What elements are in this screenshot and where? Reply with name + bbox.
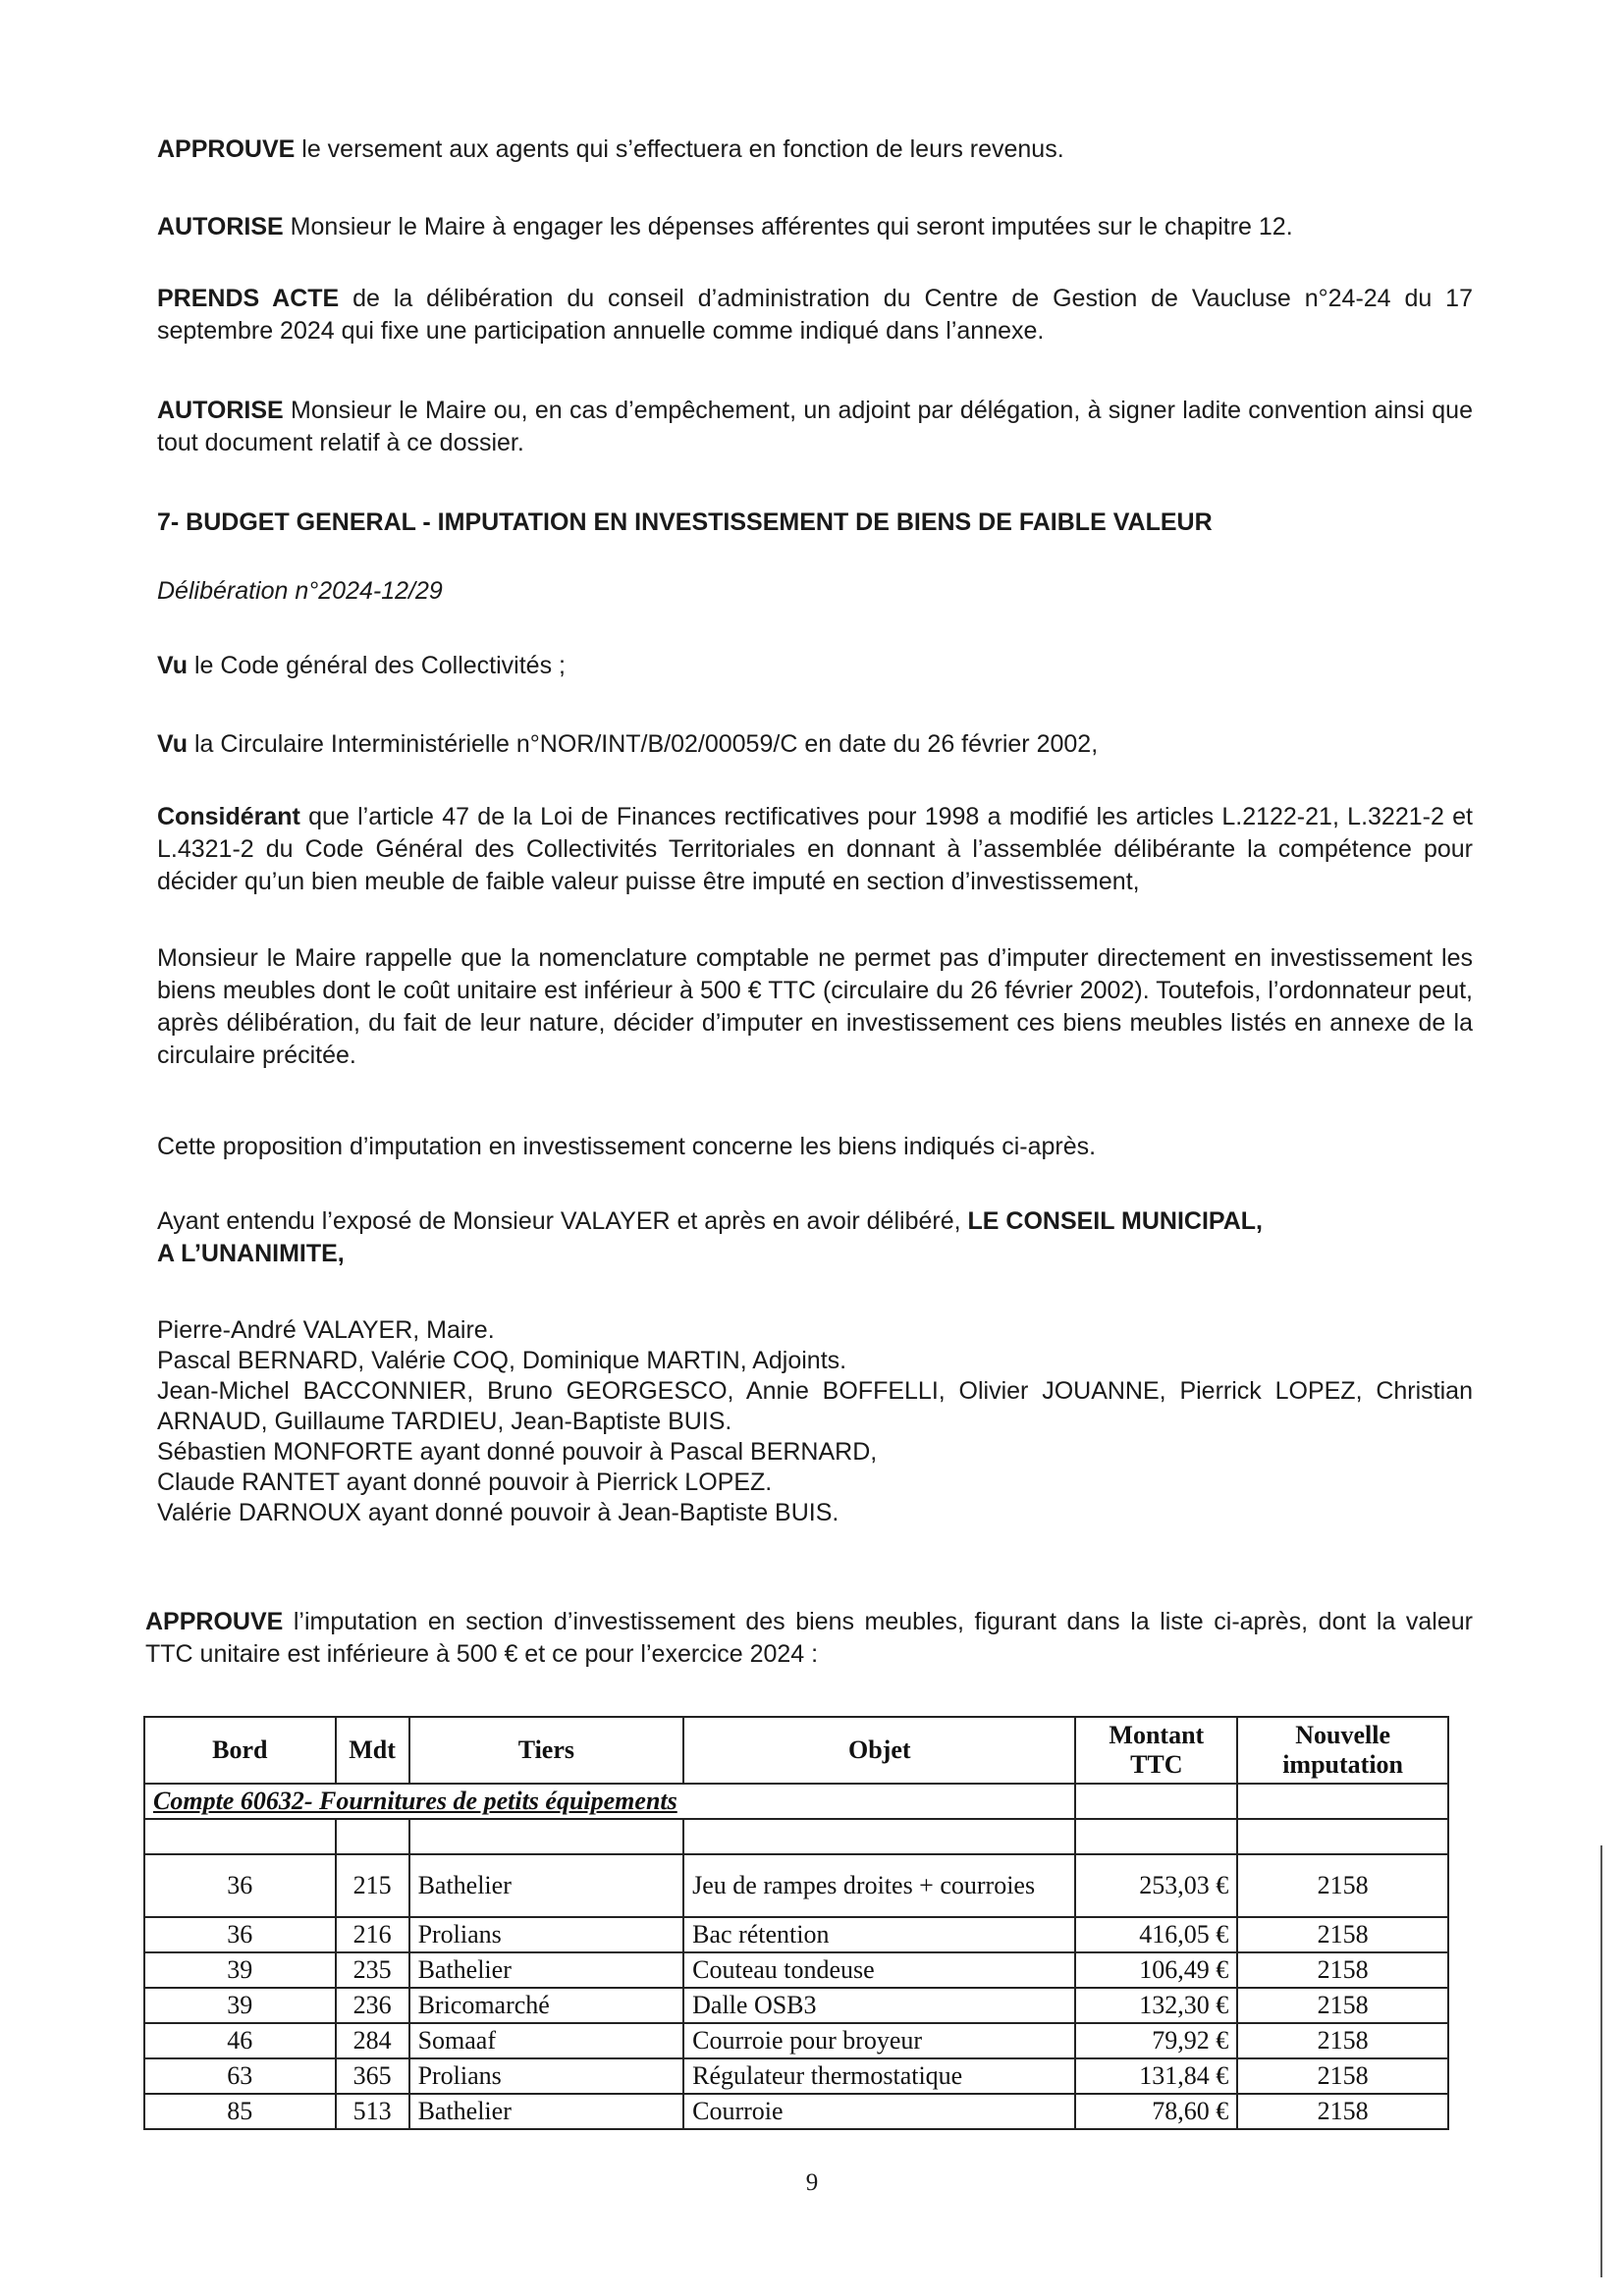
cell-montant: 416,05 € [1075, 1917, 1237, 1952]
assets-table [143, 1716, 1449, 2130]
cell-imputation: 2158 [1237, 2094, 1448, 2129]
cell-imputation: 2158 [1237, 1988, 1448, 2023]
section-heading: 7- BUDGET GENERAL - IMPUTATION EN INVESTISSEMENT DE BIENS DE FAIBLE VALEUR [157, 508, 1213, 536]
cell-objet: Courroie [683, 2094, 1075, 2129]
cell-imputation: 2158 [1237, 1854, 1448, 1917]
paragraph-text: le Code général des Collectivités ; [188, 652, 566, 679]
attendees-list [157, 1315, 1473, 1528]
paragraph-text: Monsieur le Maire ou, en cas d’empêchement, un adjoint par délégation, à signer ladite convention ainsi que tout document relatif à ce dossier. [157, 397, 1473, 456]
cell-bord: 39 [144, 1988, 336, 2023]
attendee-line: Claude RANTET ayant donné pouvoir à Pierrick LOPEZ. [157, 1468, 773, 1496]
keyword: APPROUVE [145, 1608, 284, 1635]
cell-bord: 63 [144, 2058, 336, 2094]
cell-imputation: 2158 [1237, 1952, 1448, 1988]
cell-montant: 106,49 € [1075, 1952, 1237, 1988]
page-number: 9 [805, 2169, 819, 2196]
cell-bord: 36 [144, 1917, 336, 1952]
table-row [144, 1952, 1448, 1988]
cell-imputation: 2158 [1237, 1917, 1448, 1952]
cell-imputation: 2158 [1237, 2058, 1448, 2094]
cell-montant: 131,84 € [1075, 2058, 1237, 2094]
cell-montant: 253,03 € [1075, 1854, 1237, 1917]
table-row [144, 1854, 1448, 1917]
cell-objet: Couteau tondeuse [683, 1952, 1075, 1988]
cell-bord: 46 [144, 2023, 336, 2058]
cell-montant: 78,60 € [1075, 2094, 1237, 2129]
keyword: Considérant [157, 803, 300, 830]
column-header-tiers: Tiers [409, 1717, 684, 1784]
cell-bord: 85 [144, 2094, 336, 2129]
attendee-line: Valérie DARNOUX ayant donné pouvoir à Jean-Baptiste BUIS. [157, 1499, 839, 1526]
section-label: Compte 60632- Fournitures de petits équipements [144, 1784, 1075, 1819]
cell-mdt: 284 [336, 2023, 409, 2058]
paragraph-text: de la délibération du conseil d’administration du Centre de Gestion de Vaucluse n°24-24 du 17 septembre 2024 qui fixe une participation annuelle comme indiqué dans l’annexe. [157, 285, 1473, 345]
keyword: Vu [157, 652, 189, 679]
table-row [144, 1988, 1448, 2023]
paragraph-autorise-convention [157, 395, 1473, 459]
keyword: LE CONSEIL MUNICIPAL, [967, 1207, 1263, 1235]
column-header-montant: Montant TTC [1075, 1717, 1237, 1784]
keyword: AUTORISE [157, 213, 284, 240]
column-header-bord: Bord [144, 1717, 336, 1784]
cell-tiers: Somaaf [409, 2023, 684, 2058]
cell-montant: 79,92 € [1075, 2023, 1237, 2058]
cell-objet: Régulateur thermostatique [683, 2058, 1075, 2094]
paragraph-vu-code [157, 650, 1473, 682]
paragraph-prends-acte [157, 283, 1473, 347]
keyword: AUTORISE [157, 397, 284, 424]
paragraph-vu-circulaire [157, 728, 1473, 761]
attendee-line: Pascal BERNARD, Valérie COQ, Dominique MARTIN, Adjoints. [157, 1347, 847, 1374]
cell-tiers: Bathelier [409, 1952, 684, 1988]
attendee-line: Pierre-André VALAYER, Maire. [157, 1316, 495, 1344]
cell-montant: 132,30 € [1075, 1988, 1237, 2023]
paragraph-considerant [157, 801, 1473, 898]
keyword: Vu [157, 730, 189, 758]
cell-mdt: 215 [336, 1854, 409, 1917]
cell-tiers: Prolians [409, 1917, 684, 1952]
cell-imputation: 2158 [1237, 2023, 1448, 2058]
cell-mdt: 236 [336, 1988, 409, 2023]
paragraph-ayant-entendu [157, 1205, 1473, 1270]
keyword: A L’UNANIMITE, [157, 1240, 345, 1267]
keyword: APPROUVE [157, 135, 296, 163]
cell-bord: 39 [144, 1952, 336, 1988]
column-header-mdt: Mdt [336, 1717, 409, 1784]
cell-tiers: Bricomarché [409, 1988, 684, 2023]
attendee-line: Sébastien MONFORTE ayant donné pouvoir à Pascal BERNARD, [157, 1438, 878, 1466]
paragraph-approuve-imputation [145, 1606, 1473, 1671]
cell-tiers: Prolians [409, 2058, 684, 2094]
paragraph-approve-versement [157, 133, 1473, 166]
paragraph-rappel: Monsieur le Maire rappelle que la nomenclature comptable ne permet pas d’imputer directement en investissement les biens meubles dont le coût unitaire est inférieur à 500 € TTC (circulaire du 26 février 2002). Toutefois, l’ordonnateur peut, après délibération, du fait de leur nature, décider d’imputer en investissement ces biens meubles listés en annexe de la circulaire précitée. [157, 944, 1473, 1069]
table-row [144, 1917, 1448, 1952]
cell-mdt: 235 [336, 1952, 409, 1988]
paragraph-text: que l’article 47 de la Loi de Finances rectificatives pour 1998 a modifié les articles L.2122-21, L.3221-2 et L.4321-2 du Code Général des Collectivités Territoriales en donnant à l’assemblée délibérante la compétence pour décider qu’un bien meuble de faible valeur puisse être imputé en section d’investissement, [157, 803, 1473, 895]
table-header-row [144, 1717, 1448, 1784]
cell-tiers: Bathelier [409, 2094, 684, 2129]
scan-edge-line [1600, 1845, 1602, 2277]
cell-bord: 36 [144, 1854, 336, 1917]
cell-objet: Dalle OSB3 [683, 1988, 1075, 2023]
paragraph-text: le versement aux agents qui s’effectuera en fonction de leurs revenus. [295, 135, 1064, 163]
paragraph-text: l’imputation en section d’investissement des biens meubles, figurant dans la liste ci-après, dont la valeur TTC unitaire est inférieure à 500 € et ce pour l’exercice 2024 : [145, 1608, 1473, 1668]
paragraph-text: Ayant entendu l’exposé de Monsieur VALAYER et après en avoir délibéré, [157, 1207, 968, 1235]
cell-objet: Courroie pour broyeur [683, 2023, 1075, 2058]
cell-mdt: 365 [336, 2058, 409, 2094]
table-row [144, 2094, 1448, 2129]
column-header-objet: Objet [683, 1717, 1075, 1784]
table-row [144, 2023, 1448, 2058]
keyword: PRENDS ACTE [157, 285, 340, 312]
attendee-line: Jean-Michel BACCONNIER, Bruno GEORGESCO, Annie BOFFELLI, Olivier JOUANNE, Pierrick LOPEZ, Christian ARNAUD, Guillaume TARDIEU, Jean-Baptiste BUIS. [157, 1377, 1473, 1435]
cell-objet: Jeu de rampes droites + courroies [683, 1854, 1075, 1917]
deliberation-number: Délibération n°2024-12/29 [157, 577, 443, 605]
paragraph-text: Monsieur le Maire à engager les dépenses afférentes qui seront imputées sur le chapitre 12. [283, 213, 1293, 240]
cell-mdt: 216 [336, 1917, 409, 1952]
table-spacer-row [144, 1819, 1448, 1854]
cell-mdt: 513 [336, 2094, 409, 2129]
cell-objet: Bac rétention [683, 1917, 1075, 1952]
table-row [144, 2058, 1448, 2094]
paragraph-autorise-depenses [157, 211, 1473, 243]
paragraph-proposition: Cette proposition d’imputation en investissement concerne les biens indiqués ci-après. [157, 1133, 1097, 1160]
paragraph-text: la Circulaire Interministérielle n°NOR/INT/B/02/00059/C en date du 26 février 2002, [188, 730, 1099, 758]
cell-tiers: Bathelier [409, 1854, 684, 1917]
table-section-row [144, 1784, 1448, 1819]
column-header-imputation: Nouvelle imputation [1237, 1717, 1448, 1784]
